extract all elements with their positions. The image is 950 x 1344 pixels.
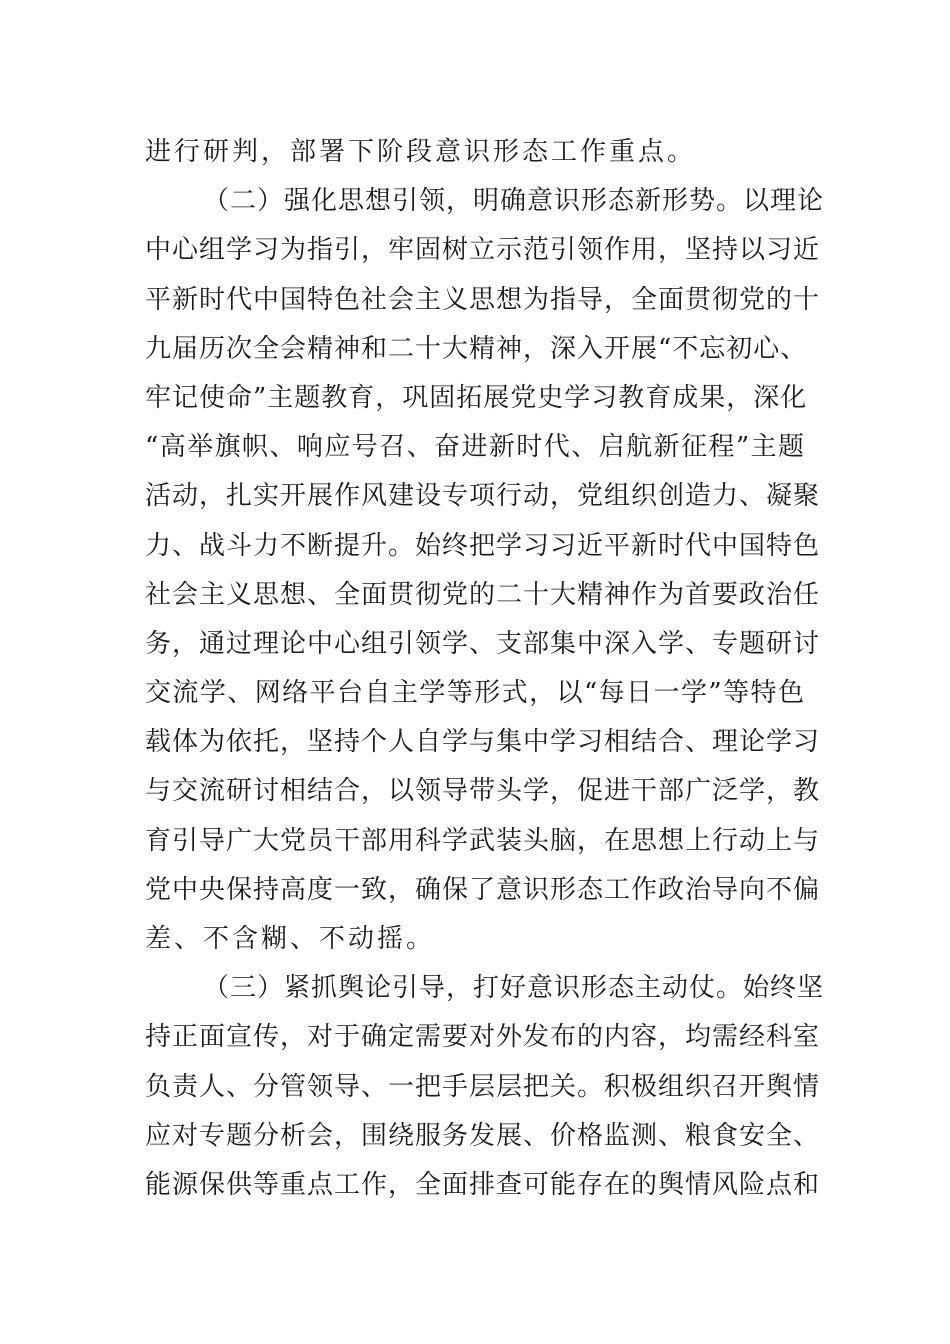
paragraph-line: 活动，扎实开展作风建设专项行动，党组织创造力、凝聚 [145, 481, 821, 512]
paragraph-line: 九届历次全会精神和二十大精神，深入开展“不忘初心、 [145, 333, 808, 364]
paragraph-line: 牢记使命”主题教育，巩固拓展党史学习教育成果，深化 [145, 382, 808, 413]
paragraph-2 [145, 177, 825, 964]
paragraph-line: 与交流研讨相结合，以领导带头学，促进干部广泛学，教 [145, 776, 821, 807]
paragraph-line: （三）紧抓舆论引导，打好意识形态主动仗。始终坚 [203, 973, 825, 1004]
paragraph-line: 差、不含糊、不动摇。 [145, 924, 436, 954]
paragraph-line: 力、战斗力不断提升。始终把学习习近平新时代中国特色 [145, 530, 821, 561]
paragraph-line: “高举旗帜、响应号召、奋进新时代、启航新征程”主题 [145, 432, 805, 463]
paragraph-line: 社会主义思想、全面贯彻党的二十大精神作为首要政治任 [145, 579, 821, 610]
paragraph-line: 负责人、分管领导、一把手层层把关。积极组织召开舆情 [145, 1071, 821, 1102]
paragraph-line: 进行研判，部署下阶段意识形态工作重点。 [145, 137, 697, 167]
paragraph-line: 载体为依托，坚持个人自学与集中学习相结合、理论学习 [145, 727, 821, 758]
paragraph-line: 持正面宣传，对于确定需要对外发布的内容，均需经科室 [145, 1022, 821, 1053]
paragraph-line: 能源保供等重点工作，全面排查可能存在的舆情风险点和 [145, 1169, 821, 1200]
paragraph-line: 应对专题分析会，围绕服务发展、价格监测、粮食安全、 [145, 1120, 821, 1151]
paragraph-line: 育引导广大党员干部用科学武装头脑，在思想上行动上与 [145, 825, 821, 856]
paragraph-line: 平新时代中国特色社会主义思想为指导，全面贯彻党的十 [145, 284, 821, 315]
paragraph-line: 中心组学习为指引，牢固树立示范引领作用，坚持以习近 [145, 235, 821, 266]
paragraph-line: （二）强化思想引领，明确意识形态新形势。以理论 [203, 186, 825, 217]
document-body [145, 128, 825, 1210]
paragraph-line: 党中央保持高度一致，确保了意识形态工作政治导向不偏 [145, 874, 821, 905]
paragraph-line: 交流学、网络平台自主学等形式，以“每日一学”等特色 [145, 678, 805, 709]
paragraph-3 [145, 964, 825, 1210]
paragraph-line: 务，通过理论中心组引领学、支部集中深入学、专题研讨 [145, 628, 821, 659]
paragraph-1 [145, 128, 805, 177]
